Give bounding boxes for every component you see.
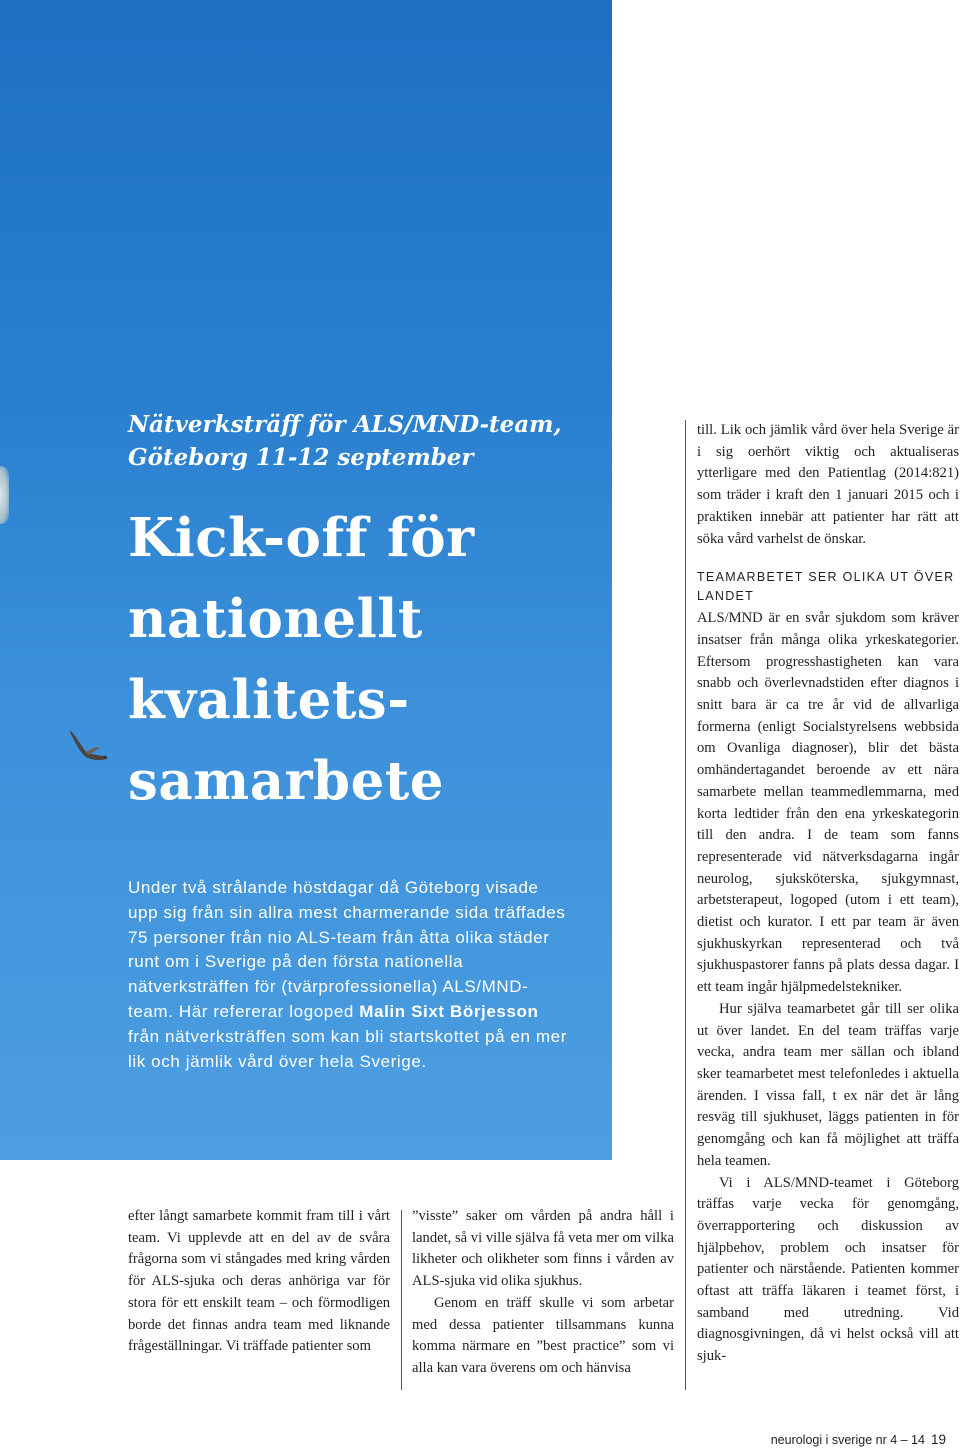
page-footer [771, 1432, 946, 1447]
bird-icon [66, 722, 112, 768]
col2-paragraph-1: ”visste” saker om vården på andra håll i landet, så vi ville själva få veta mer om vilka likheter och olikheter som finns i vården av ALS-sjuka vid olika sjukhus. [412, 1208, 674, 1290]
lead-text-1: Under två strålande höstdagar då Göteborg visade upp sig från sin allra mest charmerande sida träffades 75 personer från nio ALS-team från åtta olika städer runt om i Sverige på den första nationella nätverksträffen för (tvärprofessionella) ALS/MND-team. Här refererar logoped [128, 878, 566, 1021]
headline-line-2: nationellt [128, 588, 423, 650]
section-subheading: TEAMARBETET SER OLIKA UT ÖVER LANDET [697, 570, 955, 604]
headline-line-3: kvalitets- [128, 669, 410, 731]
body-column-1 [128, 1206, 390, 1358]
col3-paragraph-3: Hur själva teamarbetet går till ser olika ut över landet. En del team träffas varje vecka, andra team mer sällan och ibland sker teamarbetet mest telefonledes i aktuella ärenden. I vissa fall, t ex när det är lång resväg till sjukhuset, läggs patienten in för genomgång och kan få möjlighet att träffa hela teamen. [697, 1000, 959, 1169]
kicker-line-2: Göteborg 11-12 september [128, 444, 474, 471]
col1-paragraph: efter långt samarbete kommit fram till i vårt team. Vi upplevde att en del av de svåra frågorna som vi stångades med kring vården för ALS-sjuka och deras anhöriga var för stora för ett enskilt team – och förmodligen borde det finnas andra team med liknande frågeställningar. Vi träffade patienter som [128, 1208, 390, 1355]
column-divider-2 [685, 420, 686, 1390]
kicker-line-1: Nätverksträff för ALS/MND-team, [128, 411, 562, 438]
balloon-edge-shape [0, 466, 9, 524]
body-column-3 [697, 420, 959, 1368]
kicker [128, 408, 598, 474]
publication-name: neurologi i sverige nr 4 – 14 [770, 1433, 925, 1447]
col3-paragraph-4: Vi i ALS/MND-teamet i Göteborg träffas varje vecka för genomgång, överrapportering och diskussion av hjälpbehov, problem och insatser för patienter och närstående. Patienten kommer oftast att träffa läkaren i teamet först, i samband med utredning. Vid diagnosgivningen, då vi helst också vill att sjuk- [697, 1174, 959, 1365]
col2-paragraph-2: Genom en träff skulle vi som arbetar med dessa patienter tillsammans kunna komma närmare en ”best practice” som vi alla kan vara överens om och hänvisa [412, 1294, 674, 1376]
headline-line-4: samarbete [128, 750, 445, 812]
lead-author: Malin Sixt Börjesson [359, 1001, 539, 1021]
lead-text-2: från nätverksträffen som kan bli startskottet på en mer lik och jämlik vård över hela Sverige. [128, 1026, 567, 1071]
headline-line-1: Kick-off för [128, 507, 475, 569]
body-column-2 [412, 1206, 674, 1380]
headline [128, 498, 598, 822]
column-divider-1 [401, 1210, 402, 1390]
lead-paragraph [128, 876, 568, 1074]
col3-paragraph-2: ALS/MND är en svår sjukdom som kräver insatser från många olika yrkeskategorier. Eftersom progresshastigheten kan vara snabb och överlevnadstiden efter diagnos i snitt bara är ca tre år vid de allvarliga formerna (enligt Socialstyrelsens webbsida om Ovanliga diagnoser), blir det bästa omhändertagandet beroende av ett nära samarbete mellan teammedlemmarna, med korta ledtider från den ena yrkeskategorin till den andra. I de team som fanns representerade vid nätverksdagarna ingår neurolog, sjuksköterska, sjukgymnast, arbetsterapeut, logoped (utom i ett team), dietist och kurator. I ett par team är även sjukhuskyrkan representerad och två sjukhuspastorer fanns på plats dessa dagar. I ett team ingår hjälpmedelstekniker. [697, 610, 959, 996]
page-number: 19 [930, 1432, 946, 1447]
col3-paragraph-1: till. Lik och jämlik vård över hela Sverige är i sig oerhört viktig och aktualiseras ytterligare med den Patientlag (2014:821) som träder i kraft den 1 januari 2015 och i praktiken innebär att patienter har rätt att söka vård varhelst de önskar. [697, 422, 959, 547]
